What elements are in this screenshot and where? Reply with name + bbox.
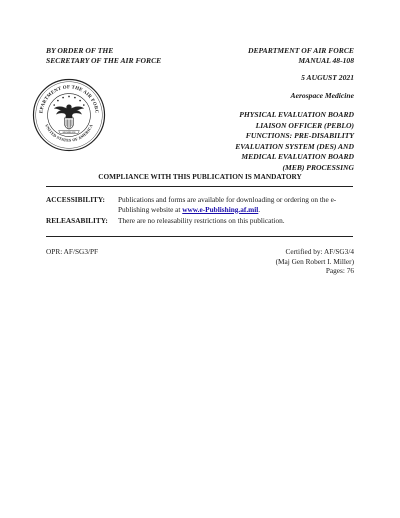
divider-top [46,186,353,187]
accessibility-text-before: Publications and forms are available for downloading or ordering on the e-Publishing website at [118,195,337,214]
certification-block [194,247,354,276]
publication-category: Aerospace Medicine [290,91,354,100]
page-count: Pages: 76 [325,266,354,275]
order-block [46,46,161,66]
certifying-official: (Maj Gen Robert I. Miller) [275,256,354,266]
releasability-label: RELEASABILITY: [46,216,108,225]
releasability-text: There are no releasability restrictions on this publication. [118,216,285,225]
order-line-2: SECRETARY OF THE AIR FORCE [46,56,162,65]
certified-by: Certified by: AF/SG3/4 [285,247,354,256]
manual-number: MANUAL 48-108 [298,56,354,65]
accessibility-text [118,195,354,214]
department-line: DEPARTMENT OF AIR FORCE [248,46,354,55]
compliance-statement: COMPLIANCE WITH THIS PUBLICATION IS MANDATORY [98,172,302,181]
divider-bottom [46,236,353,237]
order-line-1: BY ORDER OF THE [46,46,114,55]
svg-text:UNITED STATES OF AMERICA: UNITED STATES OF AMERICA [44,123,94,143]
accessibility-label: ACCESSIBILITY: [46,195,105,204]
opr-line: OPR: AF/SG3/PF [46,247,99,256]
svg-text:DEPARTMENT OF THE AIR FORCE: EPARTMENT OF THE AIR FORC [39,85,99,114]
publication-subject [154,110,354,173]
publication-block [154,46,354,173]
subject-line: FUNCTIONS: PRE-DISABILITY [245,131,354,140]
subject-line: EVALUATION SYSTEM (DES) AND [235,141,354,151]
department-of-the-air-force-seal-icon [32,78,106,152]
subject-line: LIAISON OFFICER (PEBLO) [255,120,354,130]
seal-scroll-text: MCMXLVII [62,130,76,134]
subject-line: (MEB) PROCESSING [282,162,354,172]
e-publishing-link[interactable]: www.e-Publishing.af.mil [182,204,259,214]
accessibility-text-after: . [258,204,261,214]
subject-line: PHYSICAL EVALUATION BOARD [239,110,354,119]
publication-date: 5 AUGUST 2021 [301,73,354,82]
subject-line: MEDICAL EVALUATION BOARD [241,152,354,161]
